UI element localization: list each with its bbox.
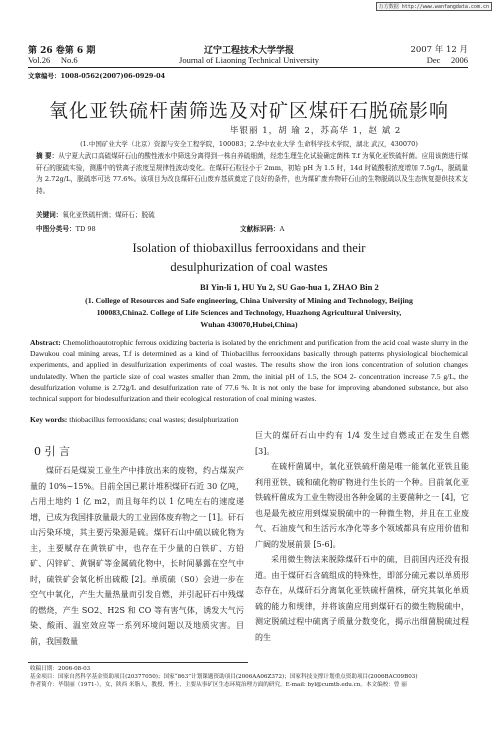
title-en-line2: desulphurization of coal wastes (170, 260, 328, 274)
article-number: 文章编号：1008-0562(2007)06-0929-04 (28, 72, 166, 80)
body-right-column (255, 428, 469, 658)
header-rule (28, 67, 468, 68)
doc-code-zh (240, 224, 284, 236)
volume-zh: 第 26 卷第 6 期 (28, 46, 96, 56)
volume-en: Vol.26 No.6 (28, 55, 78, 65)
watermark-stamp: 万方数据 http://www.wanfangdata.com.cn (376, 2, 492, 11)
title-zh: 氧化亚铁硫杆菌筛选及对矿区煤矸石脱硫影响 (48, 100, 449, 122)
journal-en: Journal of Liaoning Technical University (179, 55, 319, 65)
title-en-line1: Isolation of thiobaxillus ferrooxidans and their (132, 241, 366, 255)
abstract-zh (36, 151, 468, 197)
footnote (30, 665, 470, 689)
footnote-author: 作者简介：毕银丽（1971-），女，陕西 米脂人，教授，博士，主要从事矿区生态环境治理方面的研究。E-mail: byl@cumtb.edu.cn。本文编校：曾 丽 (30, 682, 407, 688)
section-heading: 0 引 言 (34, 445, 70, 458)
body-right-p2: 在硫杆菌属中，氧化亚铁硫杆菌是唯一能氧化亚铁且能利用亚铁、硫和硫化物矿物进行生长的一个种。目前氧化亚铁硫杆菌成为工业生物浸出各种金属的主要菌种之一 [4]，它也是最先被应用到煤炭脱硫中的一种微生物，并且在工业废气、石油废气和生活污水净化等多个领域都具有应用价值和广阔的发展前景 [5-6]。 (255, 462, 469, 549)
footnote-fund: 基金项目：国家自然科学基金资助项目(20377050)；国家“863”计划课题资助项目(2006AA06Z372)；国家科技支撑计划重点资助项目(2006BAC09B03) (30, 674, 418, 680)
keywords-zh-label: 关键词： (36, 211, 63, 219)
keywords-en-label: Key words: (30, 415, 68, 424)
abstract-en-text: Chemolithoautotrophic ferrous oxidizing bacteria is isolated by the enrichment and purification from the acid coal waste slurry in the Dawukou coal mining areas, T.f is determined as a kind of Thiobacillus ferrooxidans basically through patterns physiological biochemical experiments, and applied in desulfurization experiments of coal wastes. The results show the iron ions concentration of solution changes undulatedly. When the particle size of coal wastes smaller than 2mm, the initial pH of 1.5, the SO4 2- concentration increase 7.5 g/L, the desulfurization volume is 2.72g/L and desulfurization rate of 77.6 %. It is not only the base for improving abandoned substance, but also technical support for biodesulfurization and their ecological restoration of coal mining wastes. (30, 338, 468, 404)
clc-zh-value: TD 98 (75, 225, 96, 233)
date-en: Dec 2006 (426, 55, 468, 65)
keywords-zh (36, 210, 155, 222)
clc-zh-label: 中图分类号： (36, 225, 76, 233)
doc-code-label: 文献标识码： (240, 225, 280, 233)
authors-en: BI Yin-li 1, HU Yu 2, SU Gao-hua 1, ZHAO Bin 2 (200, 282, 379, 292)
abstract-en (30, 337, 468, 404)
keywords-en (30, 414, 238, 425)
body-left-column: 煤矸石是煤炭工业生产中排放出来的废物，约占煤炭产量的 10%~15%。目前全国已累计堆积煤矸石近 30 亿吨，占用土地约 1 亿 m2，而且每年约以 1 亿吨左右的速度递增，已成为我国排放量最大的工业固体废弃物之一 [1]。矸石山污染环境，其主要污染源是硫。煤矸石山中硫以硫化物为主，主要赋存在黄铁矿中，也存在于少量的白铁矿、方铅矿、闪锌矿、黄铜矿等金属硫化物中，长时间暴露在空气中时，硫铁矿会氧化析出硫酸 [2]。单质硫（S0）会进一步在空气中氧化，产生大量热量而引发自燃，并引起矸石中残煤的燃烧，产生 SO2、H2S 和 CO 等有害气体，诱发大气污染、酸雨、温室效应等一系列环境问题以及地质灾害。目前，我国数量 (30, 466, 244, 646)
abstract-zh-text: 从宁夏大武口高硫煤矸石山的酸性液水中筛选分离得到一株自养硫细菌，经恋生理生化试验确定菌株 T.f 为氧化亚铁硫杆菌。应用该菌进行煤矸石的脱硫实验，测惠中的铁离子浓度呈规律性波动变化。在煤矸石粒径小于 2mm，初始 pH 为 1.5 时，14d 时硫酸根浓度增加 7.5g/L，脱硫量为 2.72g/L，脱硫率可达 77.6%。该项目为改良煤矸石山废弃基质奠定了良好的条件，也为煤矿废弃物矸石山的生物脱硫以及生态恢复提供技术支持。 (36, 152, 469, 195)
abstract-zh-label: 摘 要： (36, 152, 59, 160)
abstract-en-label: Abstract: (30, 338, 61, 347)
keywords-zh-text: 氧化亚铁硫杆菌；煤矸石；脱硫 (62, 211, 155, 219)
footnote-rule (28, 662, 248, 663)
affiliation-en-line1: (1. College of Resources and Safe engineering, China University of Mining and Technology, Beijing (85, 296, 413, 305)
doc-code-value: A (279, 225, 285, 233)
body-right-p3: 采用微生物法来脱除煤矸石中的硫，目前国内还没有报道。由于煤矸石含硫组成的特殊性，即部分硫元素以单质形态存在，从煤矸石分离氧化亚铁硫杆菌株，研究其氧化单质硫的能力和规律，并将该菌应用到煤矸石的微生物脱硫中，测定脱硫过程中硫离子质量分数变化，揭示出细菌脱硫过程的生 (255, 555, 469, 642)
affiliation-zh: (1.中国矿业大学（北京）资源与安全工程学院，100083；2.华中农业大学 生命科学技术学院，湖北 武汉，430070) (80, 140, 418, 148)
keywords-en-text: thiobacillus ferrooxidans; coal wastes; desulphurization (67, 415, 239, 424)
journal-zh: 辽宁工程技术大学学报 (203, 46, 294, 56)
authors-zh: 毕银丽 1，胡 瑜 2，苏高华 1，赵 斌 2 (230, 126, 402, 136)
footnote-received: 收稿日期：2006-08-03 (30, 666, 91, 672)
affiliation-en-line3: Wuhan 430070,Hubei,China) (200, 320, 298, 329)
body-right-p1: 巨大的煤矸石山中约有 1/4 发生过自燃或正在发生自燃 [3]。 (255, 431, 469, 456)
affiliation-en-line2: 100083,China2. College of Life Sciences and Technology, Huazhong Agricultural University, (96, 308, 402, 317)
clc-zh (36, 224, 96, 236)
date-zh: 2007 年 12 月 (410, 45, 468, 55)
